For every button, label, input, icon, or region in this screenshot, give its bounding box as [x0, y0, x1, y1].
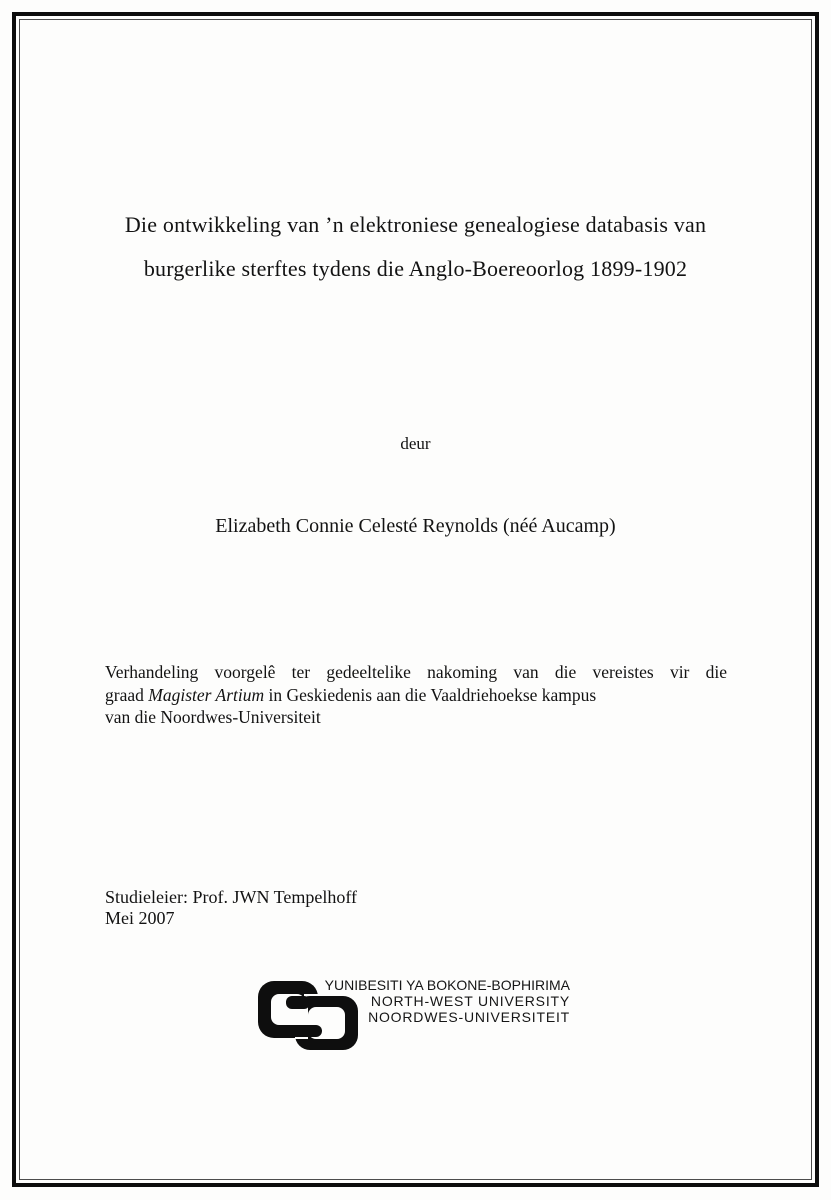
degree-statement-line-2-prefix: graad [105, 684, 149, 705]
degree-statement-line-1: Verhandeling voorgelê ter gedeeltelike nakoming van die vereistes vir die [105, 662, 727, 682]
degree-statement-line-2 [105, 684, 727, 707]
byline-deur: deur [400, 434, 431, 453]
supervisor-line: Studieleier: Prof. JWN Tempelhoff [105, 887, 358, 907]
date-line: Mei 2007 [105, 908, 175, 928]
thesis-title-line-2: burgerlike sterftes tydens die Anglo-Boereoorlog 1899-1902 [143, 256, 688, 281]
author-name: Elizabeth Connie Celesté Reynolds (néé Aucamp) [215, 515, 616, 537]
university-name-afrikaans: NOORDWES-UNIVERSITEIT [368, 1009, 570, 1025]
degree-statement-line-2-suffix: in Geskiedenis aan die Vaaldriehoekse kampus [264, 684, 597, 705]
degree-statement [105, 661, 727, 729]
supervisor-block [105, 887, 357, 929]
degree-statement-line-3: van die Noordwes-Universiteit [105, 707, 321, 727]
thesis-title-line-1: Die ontwikkeling van ’n elektroniese genealogiese databasis van [124, 212, 707, 237]
thesis-title [40, 203, 791, 291]
university-logo-text [318, 977, 570, 1025]
university-name-english: NORTH-WEST UNIVERSITY [370, 993, 570, 1009]
university-name-setswana: YUNIBESITI YA BOKONE-BOPHIRIMA [324, 977, 570, 993]
degree-name-italic: Magister Artium [148, 684, 265, 705]
